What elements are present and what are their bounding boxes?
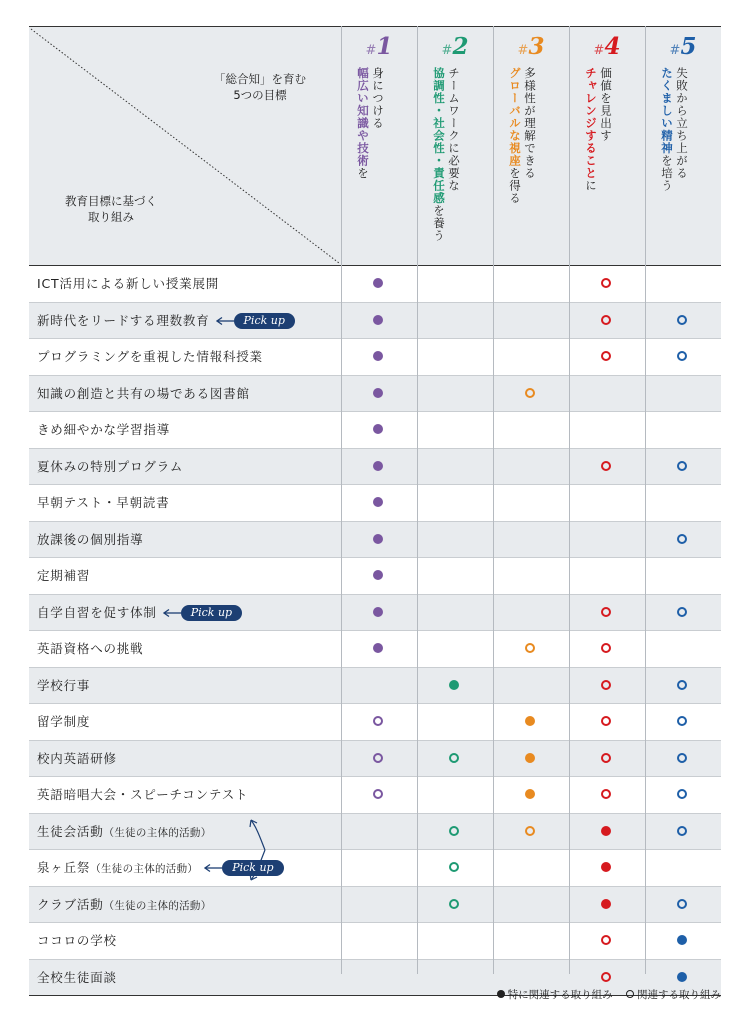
- arrow-left-icon: [204, 863, 222, 873]
- open-circle-icon: [373, 753, 383, 763]
- filled-dot-icon: [601, 826, 611, 836]
- header-initiatives-label-line2: 取り組み: [88, 210, 134, 224]
- goal-cell-2: [417, 522, 493, 558]
- goal-cell-3: [493, 814, 569, 850]
- filled-dot-icon: [373, 643, 383, 653]
- goal-number-value: 2: [452, 33, 469, 60]
- table-row: [29, 376, 721, 413]
- filled-dot-icon: [373, 497, 383, 507]
- goals-matrix-table: [29, 26, 721, 996]
- goal-title: [431, 67, 461, 242]
- goal-title-text: を養う: [432, 204, 446, 242]
- goal-cell-2: [417, 595, 493, 631]
- row-label-note: （生徒の主体的活動）: [103, 899, 212, 912]
- row-label-text: 留学制度: [37, 714, 91, 729]
- column-divider: [341, 26, 342, 974]
- table-row: [29, 412, 721, 449]
- goal-cell-5: [645, 303, 721, 339]
- goal-cell-3: [493, 887, 569, 923]
- table-body: [29, 266, 721, 996]
- goal-cell-1: [341, 960, 417, 996]
- goal-cell-1: [341, 522, 417, 558]
- open-circle-icon: [601, 716, 611, 726]
- row-label-text: 泉ヶ丘祭: [37, 860, 91, 875]
- goal-title-emphasis: チャレンジすること: [584, 67, 598, 180]
- goal-cell-5: [645, 887, 721, 923]
- table-row: [29, 704, 721, 741]
- goal-number-value: 4: [604, 33, 621, 60]
- open-circle-icon: [601, 315, 611, 325]
- open-circle-icon: [677, 826, 687, 836]
- goal-title-line: [583, 67, 598, 192]
- goal-cell-1: [341, 668, 417, 704]
- goal-cell-2: [417, 668, 493, 704]
- open-circle-icon: [601, 935, 611, 945]
- row-label-text: 全校生徒面談: [37, 969, 117, 985]
- filled-dot-icon: [525, 753, 535, 763]
- goal-title: [355, 67, 385, 180]
- row-label: [37, 522, 143, 558]
- open-circle-icon: [525, 826, 535, 836]
- header-diagonal-line: [29, 27, 341, 265]
- row-label: [37, 339, 263, 375]
- open-circle-icon: [677, 607, 687, 617]
- goal-cell-2: [417, 923, 493, 959]
- open-circle-icon: [449, 826, 459, 836]
- table-header: [29, 26, 721, 266]
- goal-title-line: [431, 67, 446, 242]
- filled-dot-icon: [677, 972, 687, 982]
- filled-dot-icon: [525, 716, 535, 726]
- row-label-text: ICT活用による新しい授業展開: [37, 276, 220, 291]
- table-row: [29, 485, 721, 522]
- goal-cell-4: [569, 449, 645, 485]
- goal-cell-1: [341, 595, 417, 631]
- goal-cell-5: [645, 850, 721, 886]
- goal-cell-2: [417, 558, 493, 594]
- filled-dot-icon: [677, 935, 687, 945]
- goal-cell-4: [569, 777, 645, 813]
- filled-dot-icon: [373, 534, 383, 544]
- row-label-text: 学校行事: [37, 677, 91, 693]
- table-row: [29, 558, 721, 595]
- open-circle-icon: [677, 680, 687, 690]
- goal-cell-1: [341, 887, 417, 923]
- goal-cell-3: [493, 704, 569, 740]
- header-goals-label-line1: 「総合知」を育む: [214, 72, 306, 86]
- goal-cell-5: [645, 668, 721, 704]
- goal-cell-2: [417, 485, 493, 521]
- row-label-text: 英語暗唱大会・スピーチコンテスト: [37, 787, 249, 802]
- goal-cell-2: [417, 339, 493, 375]
- goal-cell-1: [341, 449, 417, 485]
- goal-number-hash: #: [365, 43, 377, 58]
- goal-number-value: 5: [680, 33, 697, 60]
- goal-cell-1: [341, 303, 417, 339]
- table-row: [29, 266, 721, 303]
- goal-title-line: [370, 67, 385, 180]
- filled-dot-icon: [601, 862, 611, 872]
- table-row: [29, 850, 721, 887]
- goal-title-text: チームワークに必要な: [447, 67, 461, 192]
- row-label-text: 生徒会活動: [37, 823, 104, 839]
- goal-cell-4: [569, 850, 645, 886]
- goal-cell-1: [341, 704, 417, 740]
- goal-cell-3: [493, 522, 569, 558]
- goal-cell-5: [645, 704, 721, 740]
- goal-cell-3: [493, 668, 569, 704]
- goal-title-text: 価値を見出す: [599, 67, 613, 142]
- goal-cell-1: [341, 777, 417, 813]
- goal-cell-1: [341, 412, 417, 448]
- goal-cell-5: [645, 266, 721, 302]
- filled-dot-icon: [373, 607, 383, 617]
- row-label-note: （生徒の主体的活動）: [90, 863, 199, 875]
- pick-up-badge: Pick up: [181, 605, 242, 621]
- row-label: [37, 777, 248, 813]
- goal-cell-4: [569, 558, 645, 594]
- filled-dot-icon: [373, 351, 383, 361]
- table-row: [29, 777, 721, 814]
- row-label-text: 校内英語研修: [37, 750, 117, 766]
- open-circle-icon: [601, 643, 611, 653]
- column-divider: [645, 26, 646, 974]
- table-row: [29, 595, 721, 632]
- goal-cell-5: [645, 814, 721, 850]
- open-circle-icon: [677, 899, 687, 909]
- goal-cell-4: [569, 704, 645, 740]
- row-label: [37, 303, 210, 339]
- row-label-note: （生徒の主体的活動）: [103, 826, 212, 839]
- arrow-left-icon: [163, 608, 181, 618]
- column-divider: [417, 26, 418, 974]
- goal-cell-3: [493, 485, 569, 521]
- goal-title-text: を: [356, 167, 370, 180]
- goal-cell-3: [493, 777, 569, 813]
- arrow-left-icon: [216, 316, 234, 326]
- row-label: [37, 449, 183, 485]
- filled-dot-icon: [525, 789, 535, 799]
- goal-title: [507, 67, 537, 205]
- goal-title-line: [446, 67, 461, 242]
- goal-cell-3: [493, 923, 569, 959]
- legend-filled-label: 特に関連する取り組み: [507, 989, 613, 1001]
- open-circle-icon: [601, 972, 611, 982]
- open-circle-icon: [677, 461, 687, 471]
- goal-cell-4: [569, 376, 645, 412]
- open-circle-icon: [449, 753, 459, 763]
- row-label: [37, 887, 212, 925]
- goal-cell-5: [645, 449, 721, 485]
- goal-cell-3: [493, 595, 569, 631]
- open-circle-icon: [677, 351, 687, 361]
- header-goals-label: [214, 71, 306, 103]
- goal-cell-5: [645, 923, 721, 959]
- goal-title-emphasis: グローバルな視座: [508, 67, 522, 167]
- open-circle-icon: [601, 351, 611, 361]
- open-circle-icon: [601, 461, 611, 471]
- row-label: [37, 631, 143, 667]
- filled-dot-icon: [601, 899, 611, 909]
- row-label: [37, 814, 212, 852]
- goal-cell-1: [341, 850, 417, 886]
- goal-header-1: [341, 27, 417, 265]
- goal-title-line: [522, 67, 537, 205]
- goal-cell-4: [569, 339, 645, 375]
- legend: [497, 987, 721, 1002]
- goal-cell-4: [569, 741, 645, 777]
- filled-dot-icon: [449, 680, 459, 690]
- filled-dot-icon: [373, 278, 383, 288]
- goal-cell-2: [417, 412, 493, 448]
- goal-title-text: 失敗から立ち上がる: [675, 67, 689, 180]
- goal-title: [583, 67, 613, 192]
- goal-cell-1: [341, 558, 417, 594]
- goal-cell-3: [493, 631, 569, 667]
- row-label-text: きめ細やかな学習指導: [37, 422, 171, 437]
- filled-dot-icon: [373, 570, 383, 580]
- header-initiatives-label-line1: 教育目標に基づく: [65, 194, 157, 208]
- goal-header-5: [645, 27, 721, 265]
- goal-cell-3: [493, 449, 569, 485]
- goal-cell-1: [341, 814, 417, 850]
- goal-cell-1: [341, 631, 417, 667]
- row-label-text: 夏休みの特別プログラム: [37, 458, 184, 474]
- row-label: [37, 960, 117, 996]
- row-label-text: 定期補習: [37, 568, 91, 583]
- goal-title-text: に: [584, 179, 598, 192]
- goal-cell-2: [417, 887, 493, 923]
- goal-cell-1: [341, 485, 417, 521]
- goal-cell-3: [493, 266, 569, 302]
- goal-cell-2: [417, 850, 493, 886]
- goal-cell-1: [341, 376, 417, 412]
- goal-title-line: [674, 67, 689, 192]
- goal-number: [493, 33, 569, 60]
- row-label-text: 英語資格への挑戦: [37, 641, 144, 656]
- table-row: [29, 449, 721, 486]
- goal-number: [417, 33, 493, 60]
- goal-title-emphasis: たくましい精神: [660, 67, 674, 155]
- goal-cell-2: [417, 449, 493, 485]
- goal-cell-3: [493, 850, 569, 886]
- goal-cell-5: [645, 741, 721, 777]
- table-row: [29, 522, 721, 559]
- open-circle-icon: [525, 388, 535, 398]
- goal-number: [341, 33, 417, 60]
- row-label-text: ココロの学校: [37, 933, 117, 948]
- goal-title-line: [659, 67, 674, 192]
- goal-title: [659, 67, 689, 192]
- open-circle-icon: [677, 753, 687, 763]
- open-circle-icon: [601, 278, 611, 288]
- goal-number: [645, 33, 721, 60]
- filled-dot-icon: [373, 461, 383, 471]
- goal-header-2: [417, 27, 493, 265]
- table-row: [29, 887, 721, 924]
- filled-dot-icon: [373, 424, 383, 434]
- goal-number-hash: #: [441, 43, 453, 58]
- goal-title-line: [355, 67, 370, 180]
- goal-title-emphasis: 幅広い知識や技術: [356, 67, 370, 167]
- open-circle-icon: [525, 643, 535, 653]
- table-row: [29, 668, 721, 705]
- goal-cell-4: [569, 631, 645, 667]
- goal-number-hash: #: [517, 43, 529, 58]
- goal-number: [569, 33, 645, 60]
- goal-title-line: [507, 67, 522, 205]
- goal-cell-5: [645, 376, 721, 412]
- row-label: [37, 558, 90, 594]
- goal-cell-3: [493, 376, 569, 412]
- goal-cell-5: [645, 412, 721, 448]
- goal-cell-2: [417, 814, 493, 850]
- goal-cell-5: [645, 485, 721, 521]
- goal-cell-2: [417, 777, 493, 813]
- open-circle-icon: [601, 680, 611, 690]
- goal-cell-5: [645, 595, 721, 631]
- row-label: [37, 376, 250, 412]
- table-row: [29, 631, 721, 668]
- open-circle-icon: [601, 789, 611, 799]
- goal-cell-4: [569, 887, 645, 923]
- goal-cell-3: [493, 558, 569, 594]
- goal-title-line: [598, 67, 613, 192]
- table-row: [29, 303, 721, 340]
- goal-cell-2: [417, 704, 493, 740]
- goal-number-value: 1: [376, 33, 393, 60]
- row-label: [37, 485, 170, 521]
- goal-cell-4: [569, 522, 645, 558]
- goal-title-emphasis: 協調性・社会性・責任感: [432, 67, 446, 205]
- filled-dot-icon: [373, 388, 383, 398]
- header-initiatives-label: [65, 193, 157, 225]
- row-label-text: 自学自習を促す体制: [37, 604, 157, 620]
- table-row: [29, 923, 721, 960]
- goal-cell-3: [493, 303, 569, 339]
- connector-arrows-icon: [241, 810, 301, 890]
- row-label-text: 早朝テスト・早朝読書: [37, 495, 170, 510]
- open-circle-icon: [677, 716, 687, 726]
- row-label: [37, 923, 117, 959]
- goal-cell-2: [417, 960, 493, 996]
- goal-number-hash: #: [593, 43, 605, 58]
- goal-cell-4: [569, 303, 645, 339]
- goal-cell-1: [341, 339, 417, 375]
- goal-cell-3: [493, 412, 569, 448]
- goal-cell-5: [645, 522, 721, 558]
- goal-cell-3: [493, 741, 569, 777]
- row-label-text: 放課後の個別指導: [37, 531, 144, 547]
- goal-cell-2: [417, 631, 493, 667]
- open-circle-icon: [373, 716, 383, 726]
- goal-cell-4: [569, 923, 645, 959]
- goal-cell-1: [341, 266, 417, 302]
- goal-cell-2: [417, 266, 493, 302]
- goal-cell-4: [569, 485, 645, 521]
- goal-cell-5: [645, 777, 721, 813]
- goal-cell-4: [569, 595, 645, 631]
- row-label: [37, 850, 198, 888]
- open-circle-icon: [373, 789, 383, 799]
- table-row: [29, 741, 721, 778]
- row-label: [37, 668, 90, 704]
- goal-cell-4: [569, 814, 645, 850]
- goal-cell-4: [569, 266, 645, 302]
- goal-header-3: [493, 27, 569, 265]
- open-circle-icon: [449, 862, 459, 872]
- goal-number-hash: #: [669, 43, 681, 58]
- open-circle-icon: [601, 753, 611, 763]
- goal-cell-5: [645, 631, 721, 667]
- goal-cell-1: [341, 923, 417, 959]
- open-circle-icon: [677, 315, 687, 325]
- goal-cell-1: [341, 741, 417, 777]
- header-goals-label-line2: 5つの目標: [233, 88, 287, 102]
- row-label-text: 新時代をリードする理数教育: [37, 312, 210, 328]
- open-circle-icon: [449, 899, 459, 909]
- goal-cell-4: [569, 668, 645, 704]
- column-divider: [493, 26, 494, 974]
- row-label: [37, 266, 219, 302]
- open-circle-icon: [677, 534, 687, 544]
- goal-title-text: を得る: [508, 167, 522, 205]
- goal-cell-2: [417, 303, 493, 339]
- open-circle-icon: [601, 607, 611, 617]
- pick-up-badge: Pick up: [222, 860, 283, 876]
- filled-dot-icon: [373, 315, 383, 325]
- goal-number-value: 3: [528, 33, 545, 60]
- goal-cell-2: [417, 741, 493, 777]
- open-circle-icon: [677, 789, 687, 799]
- row-label: [37, 741, 117, 777]
- row-label-text: 知識の創造と共有の場である図書館: [37, 385, 250, 401]
- legend-open-label: 関連する取り組み: [637, 989, 721, 1001]
- row-label: [37, 595, 157, 631]
- goal-title-text: を培う: [660, 154, 674, 192]
- goal-title-text: 多様性が理解できる: [523, 67, 537, 180]
- goal-cell-3: [493, 339, 569, 375]
- goal-cell-5: [645, 339, 721, 375]
- table-row: [29, 814, 721, 851]
- legend-open-circle-icon: [626, 990, 634, 998]
- goal-cell-5: [645, 558, 721, 594]
- column-divider: [569, 26, 570, 974]
- row-label: [37, 412, 170, 448]
- table-row: [29, 339, 721, 376]
- legend-filled-dot-icon: [497, 990, 505, 998]
- goal-cell-4: [569, 412, 645, 448]
- goal-cell-2: [417, 376, 493, 412]
- goal-title-text: 身につける: [371, 67, 385, 130]
- row-label: [37, 704, 90, 740]
- goal-header-4: [569, 27, 645, 265]
- row-label-text: クラブ活動: [37, 896, 104, 912]
- pick-up-badge: Pick up: [234, 313, 295, 329]
- row-label-text: プログラミングを重視した情報科授業: [37, 349, 263, 364]
